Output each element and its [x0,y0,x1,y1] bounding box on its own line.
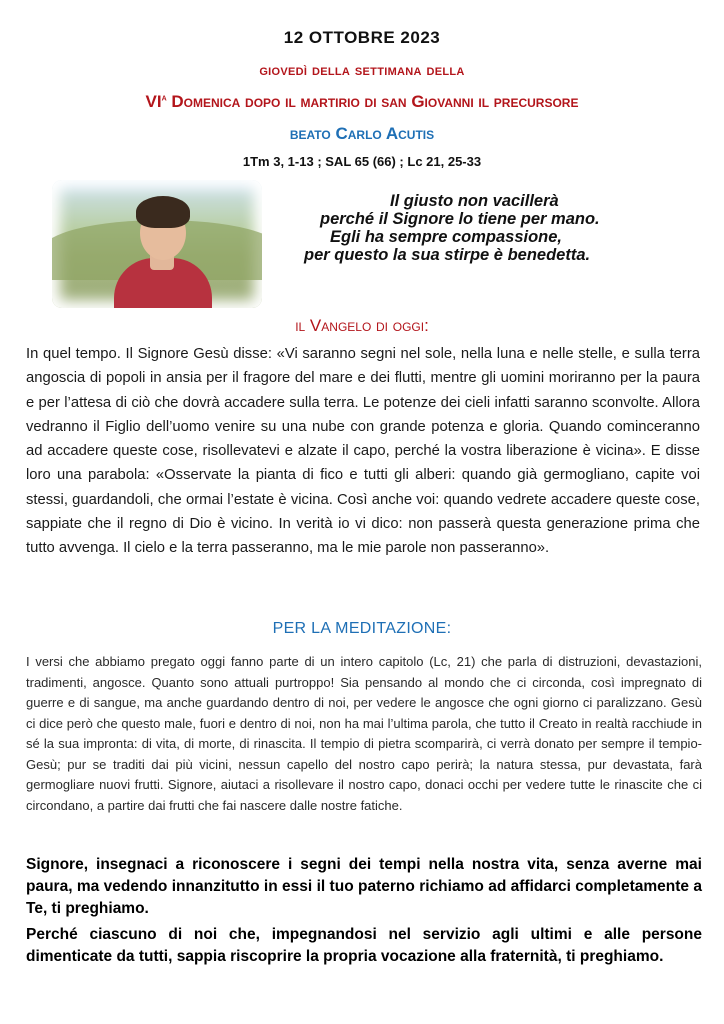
roman-numeral: VI [145,92,162,111]
gospel-title: il Vangelo di oggi: [295,316,429,335]
gospel-text: In quel tempo. Il Signore Gesù disse: «Vi saranno segni nel sole, nella luna e nelle stelle, e sulla terra angoscia di popoli in ansia per il fragore del mare e dei flutti, mentre gli uomini moriranno per la paura e per l’attesa di ciò che dovrà accadere sulla terra. Le potenze dei cieli infatti saranno sconvolte. Allora vedranno il Figlio dell’uomo venire su una nube con grande potenza e gloria. Quando cominceranno ad accadere queste cose, risollevatevi e alzate il capo, perché la vostra liberazione è vicina». E disse loro una parabola: «Osservate la pianta di fico e tutti gli alberi: quando già germogliano, capite voi stessi, guardandoli, che ormai l’estate è vicina. Così anche voi: quando vedrete accadere queste cose, sappiate che il regno di Dio è vicino. In verità io vi dico: non passerà questa generazione prima che tutto avvenga. Il cielo e la terra passeranno, ma le mie parole non passeranno». [26,346,700,557]
sunday-title: Domenica dopo il martirio di san Giovanni il precursore [166,92,579,111]
meditation-text: I versi che abbiamo pregato oggi fanno parte di un intero capitolo (Lc, 21) che parla di distruzioni, devastazioni, tradimenti, angosce. Quanto sono attuali purtroppo! Sia pensando al mondo che ci circonda, così impregnato di guerre e di sangue, ma anche guardando dentro di noi, per vedere le angosce che ogni giorno ci paralizzano. Gesù ci dice però che questo male, fuori e dentro di noi, non ha mai l’ultima parola, che tutto il Creato in realtà racchiude in sé la sua impronta: di vita, di morte, di rinascita. Il tempio di pietra scomparirà, ci verrà donato per sempre il tempio-Gesù; pur se traditi dai più vicini, nessun capello del nostro capo perirà; la natura stessa, pur devastata, farà germogliare nuovi frutti. Signore, aiutaci a risollevare il nostro capo, donaci occhi per vedere tutte le rinascite che ci circondano, a partire dai frutti che fai nascere dalle nostre fatiche. [26,654,702,813]
prayer-intention-2: Perché ciascuno di noi che, impegnandosi nel servizio agli ultimi e alle persone dimenticate da tutti, sappia riscoprire la propria vocazione alla fraternità, ti preghiamo. [26,926,702,965]
saint-of-day: beato Carlo Acutis [289,124,435,143]
photo-person-hair [136,196,190,228]
ordinal-superscript: a [161,92,167,104]
meditation-title: PER LA MEDITAZIONE: [272,620,452,637]
liturgical-day-line1: giovedì della settimana della [259,62,465,79]
saint-photo [52,180,262,308]
verse-line: per questo la sua stirpe è benedetta. [304,246,591,264]
verse-line: Il giusto non vacillerà [390,192,559,210]
liturgical-day-line2 [0,92,724,112]
readings-references: 1Tm 3, 1-13 ; SAL 65 (66) ; Lc 21, 25-33 [242,154,482,169]
date-heading: 12 OTTOBRE 2023 [283,28,441,47]
verse-line: Egli ha sempre compassione, [330,228,562,246]
prayer-intention-1: Signore, insegnaci a riconoscere i segni dei tempi nella nostra vita, senza averne mai paura, ma vedendo innanzitutto in essi il tuo paterno richiamo ad affidarci completamente a Te, ti preghiamo. [26,856,702,917]
verse-line: perché il Signore lo tiene per mano. [320,210,600,228]
psalm-verse [290,192,710,264]
